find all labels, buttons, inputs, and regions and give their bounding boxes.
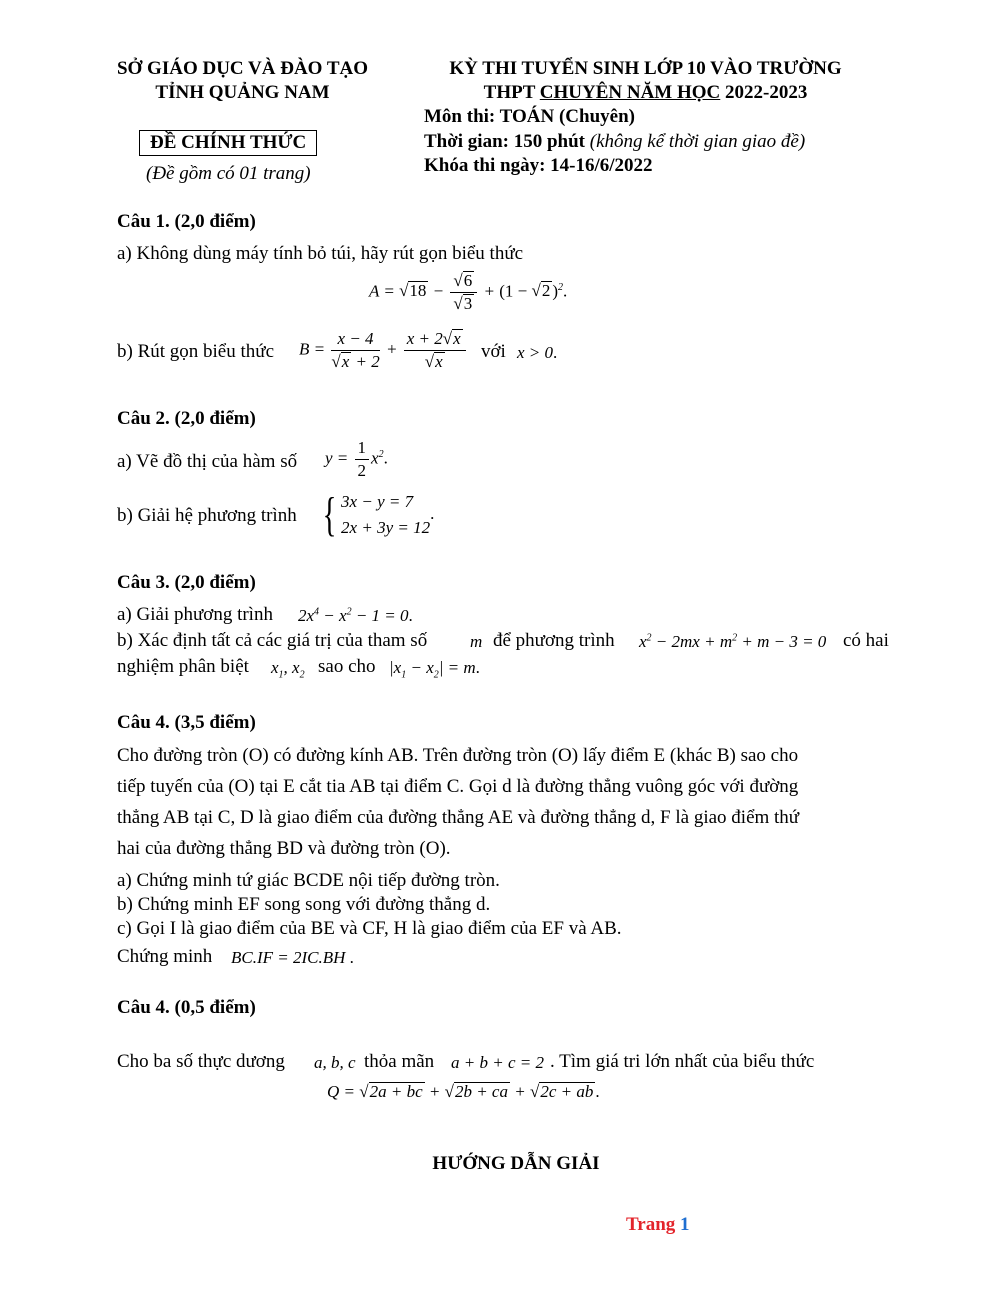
q1b-expression: B = $\frac{x - 4}{√x + 2}$ + $\frac{x + 2√x}{√x}$ — [299, 328, 468, 373]
q3b-text1: b) Xác định tất cả các giá trị của tham số — [117, 630, 428, 651]
q5-constraint: a + b + c = 2 — [451, 1053, 544, 1072]
q3b-text5: sao cho — [318, 656, 376, 677]
exam-time: Thời gian: 150 phút (không kể thời gian giao đề) — [424, 131, 806, 152]
q3b-param: m — [470, 632, 483, 651]
q4-line2: tiếp tuyến của (O) tại E cắt tia AB tại điểm C. Gọi d là đường thẳng vuông góc với đường — [117, 776, 799, 797]
q1a-text: a) Không dùng máy tính bỏ túi, hãy rút gọn biểu thức — [117, 243, 524, 264]
q3b-text2: để phương trình — [493, 630, 615, 651]
q3-title: Câu 3. (2,0 điểm) — [117, 572, 256, 593]
q5-text1: Cho ba số thực dương — [117, 1051, 285, 1072]
q1b-condition: x > 0. — [517, 343, 558, 362]
q4c-text: c) Gọi I là giao điểm của BE và CF, H là giao điểm của EF và AB. — [117, 918, 622, 939]
q5-text2: thỏa mãn — [364, 1051, 435, 1072]
province-name: TỈNH QUẢNG NAM — [155, 82, 330, 103]
q4-title: Câu 4. (3,5 điểm) — [117, 712, 256, 733]
q2a-function: y = $\frac{1}{2}$ $x^2$. — [325, 438, 388, 480]
q5-variables: a, b, c — [314, 1053, 356, 1072]
page-footer — [626, 1214, 690, 1236]
q3b-equation: $x^2 - 2mx + m^2 + m - 3 = 0$ — [639, 632, 827, 651]
q3a-equation: $2x^4 - x^2 - 1 = 0$. — [298, 606, 413, 625]
q4c-equation: BC.IF = 2IC.BH . — [231, 948, 354, 967]
department-name: SỞ GIÁO DỤC VÀ ĐÀO TẠO — [116, 58, 369, 79]
exam-title: KỲ THI TUYỂN SINH LỚP 10 VÀO TRƯỜNG — [449, 58, 842, 79]
page-label: Trang — [626, 1214, 676, 1235]
q4c-prove-text: Chứng minh — [117, 946, 213, 967]
q5-title: Câu 4. (0,5 điểm) — [117, 997, 256, 1018]
q4b-text: b) Chứng minh EF song song với đường thẳng d. — [117, 894, 491, 915]
q3b-text4: nghiệm phân biệt — [117, 656, 249, 677]
exam-school-year: THPT CHUYÊN NĂM HỌC 2022-2023 — [483, 82, 808, 103]
q3b-text3: có hai — [843, 630, 889, 651]
q5-expression: Q = √2a + bc + √2b + ca + √2c + ab . — [327, 1082, 600, 1101]
q4-statement — [117, 740, 907, 864]
q3a-text: a) Giải phương trình — [117, 604, 273, 625]
q1b-with: với — [481, 341, 506, 362]
q3b-roots: $x_1$, $x_2$ — [271, 658, 305, 681]
q1a-expression: A = √18 − $\frac{√6}{√3}$ + (1 − √2 )$^2$. — [369, 271, 568, 313]
q1b-text: b) Rút gọn biểu thức — [117, 341, 275, 362]
q2a-text: a) Vẽ đồ thị của hàm số — [117, 451, 298, 472]
pages-note: (Đề gồm có 01 trang) — [146, 163, 311, 184]
q2-title: Câu 2. (2,0 điểm) — [117, 408, 256, 429]
page-number: 1 — [680, 1214, 690, 1235]
q4-line4: hai của đường thẳng BD và đường tròn (O). — [117, 838, 451, 859]
q2b-text: b) Giải hệ phương trình — [117, 505, 297, 526]
exam-subject: Môn thi: TOÁN (Chuyên) — [424, 106, 635, 127]
q5-text3: . Tìm giá tri lớn nhất của biểu thức — [550, 1051, 815, 1072]
exam-date: Khóa thi ngày: 14-16/6/2022 — [424, 155, 653, 176]
q2b-system: { 3x − y = 7 2x + 3y = 12. — [322, 488, 435, 541]
q3b-condition: $|x_1 - x_2| = m$. — [389, 658, 480, 681]
q4-line3: thẳng AB tại C, D là giao điểm của đường thẳng AE và đường thẳng d, F là giao điểm thứ — [117, 807, 800, 828]
q4a-text: a) Chứng minh tứ giác BCDE nội tiếp đường tròn. — [117, 870, 500, 891]
official-exam-box: ĐỀ CHÍNH THỨC — [139, 130, 317, 156]
q1-title: Câu 1. (2,0 điểm) — [117, 211, 256, 232]
q4-line1: Cho đường tròn (O) có đường kính AB. Trên đường tròn (O) lấy điểm E (khác B) sao cho — [117, 745, 799, 766]
guide-title: HƯỚNG DẪN GIẢI — [432, 1153, 600, 1174]
